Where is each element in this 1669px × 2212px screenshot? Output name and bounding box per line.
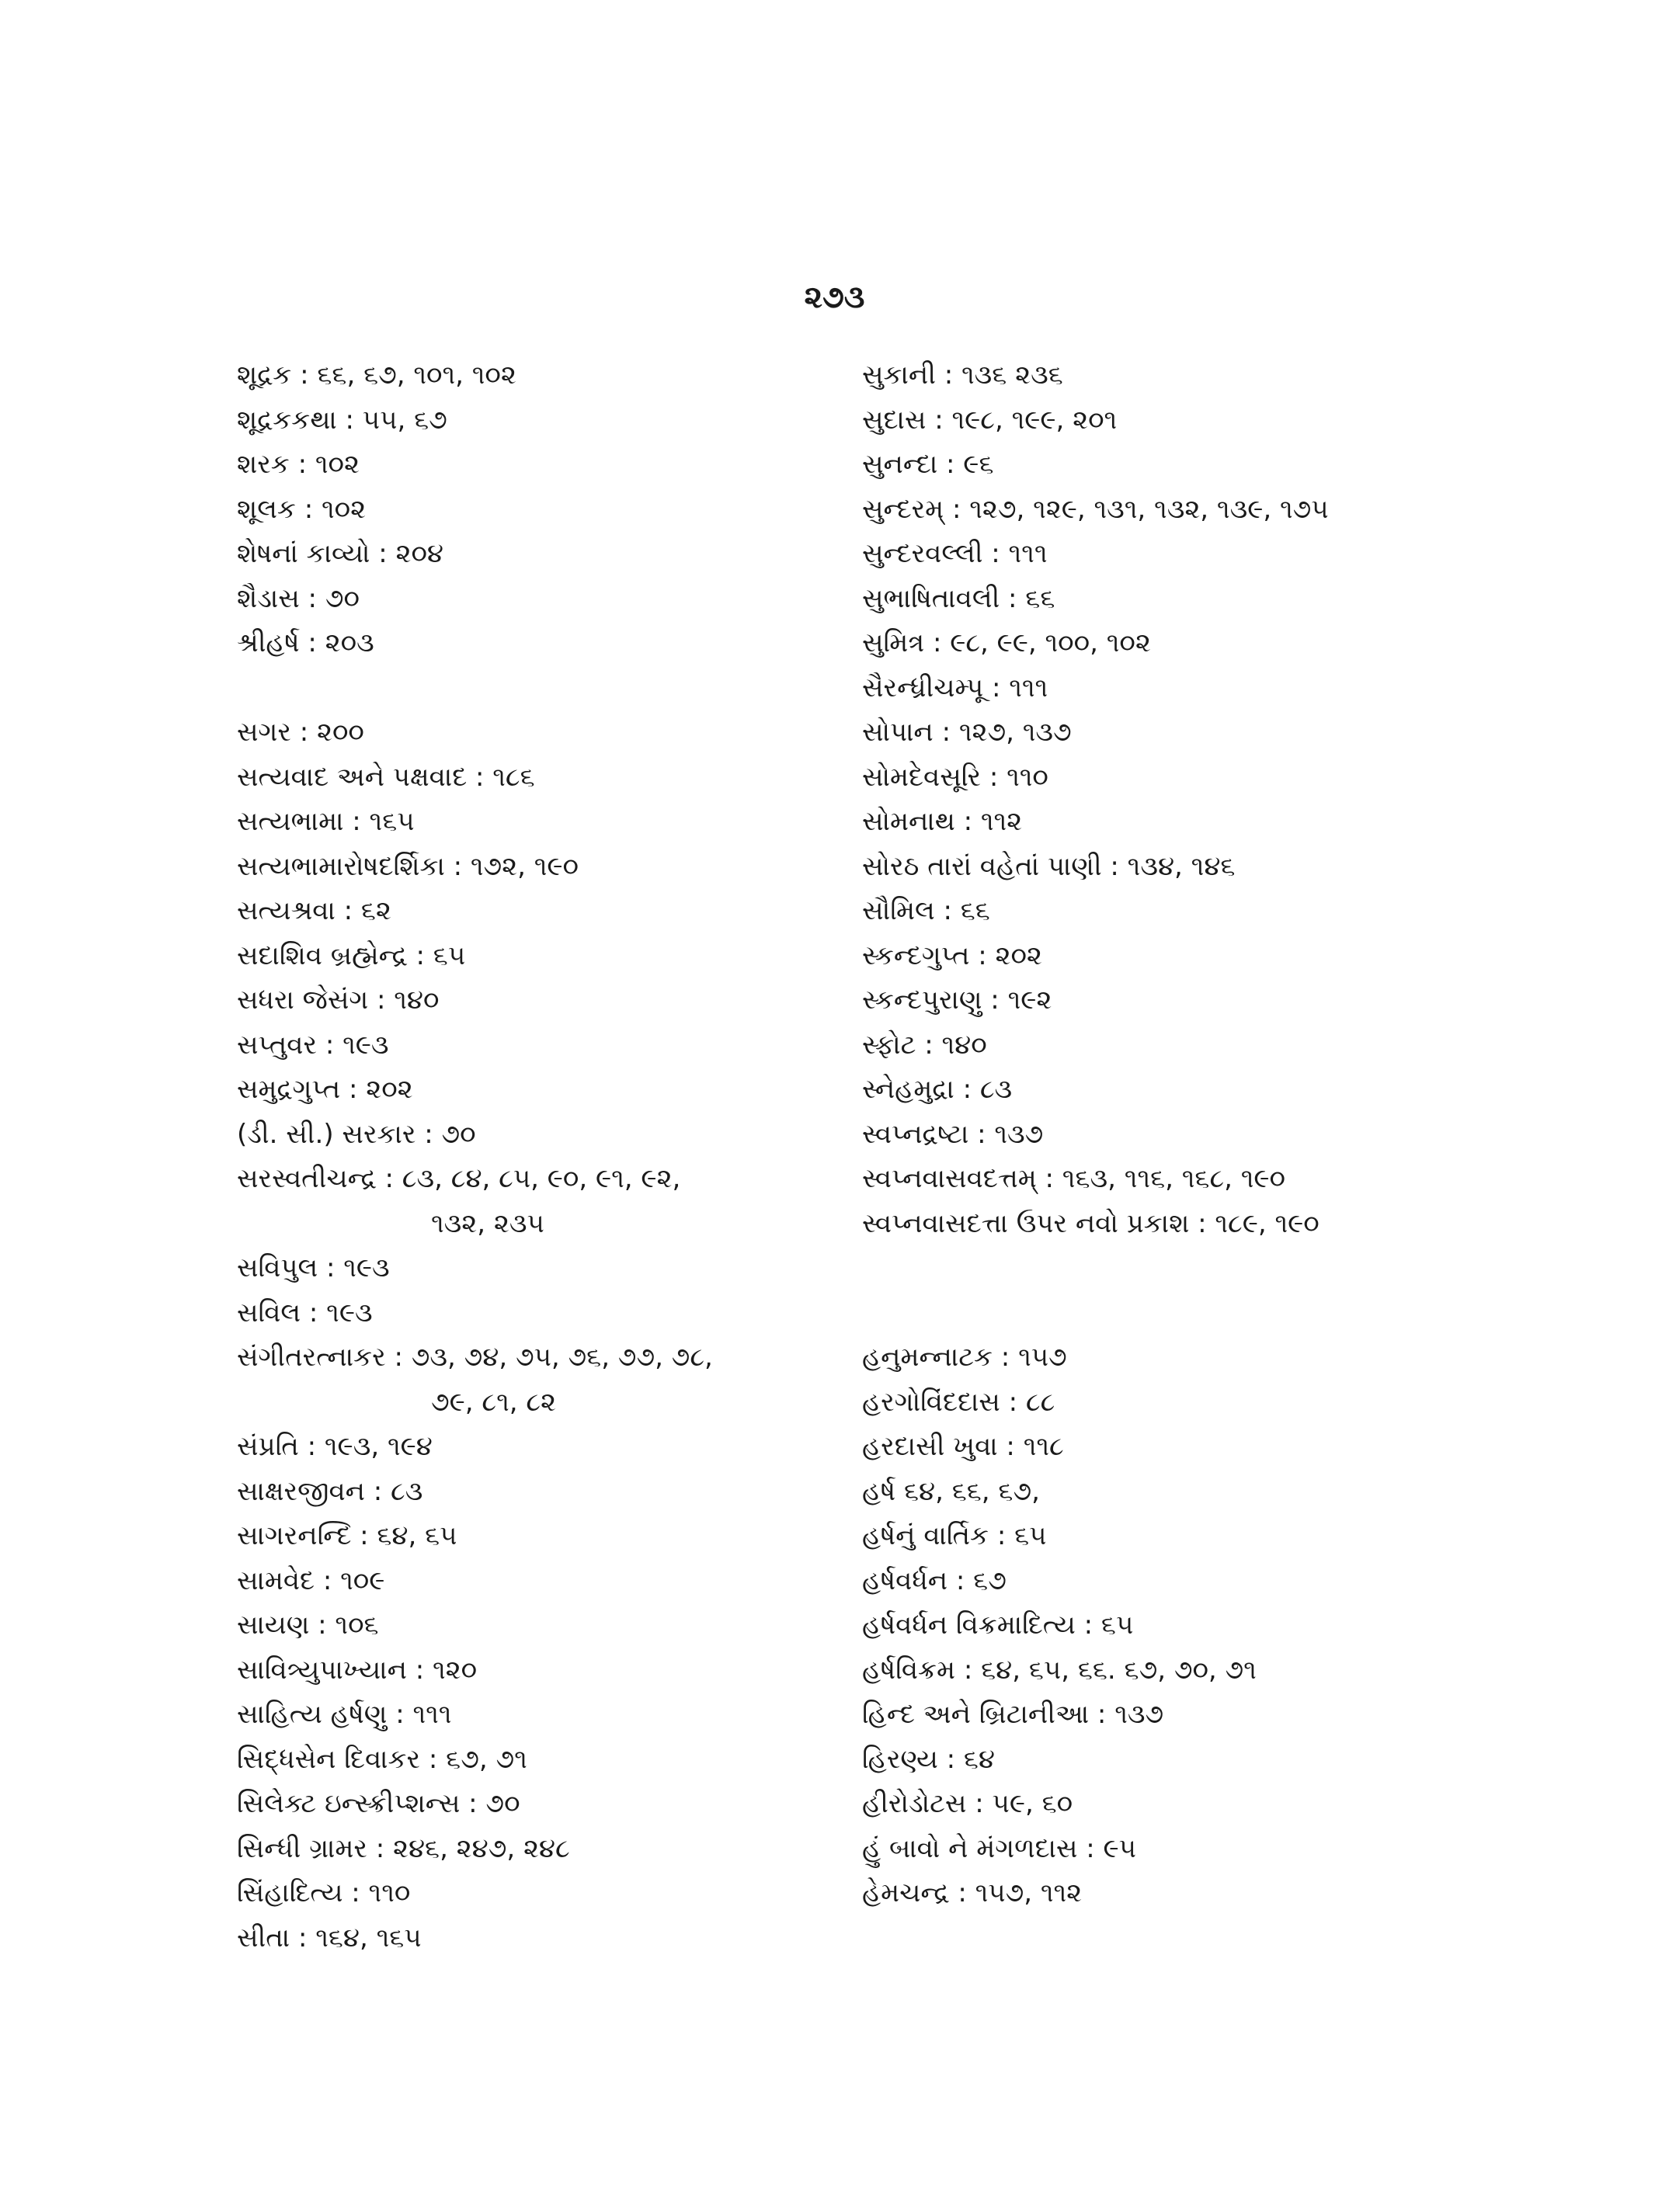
index-entry-text: હર્ષનું વાર્તિક : ૬૫ <box>862 1520 1047 1551</box>
index-entry <box>237 1291 843 1336</box>
index-entry-text: સુન્દરમ્ : ૧૨૭, ૧૨૯, ૧૩૧, ૧૩૨, ૧૩૯, ૧૭૫ <box>862 493 1329 525</box>
index-entry <box>862 1514 1483 1559</box>
index-entry <box>862 1871 1483 1916</box>
index-entry <box>862 488 1483 533</box>
index-entry <box>862 1202 1483 1247</box>
index-entry-text: (ડી. સી.) સરકાર : ૭૦ <box>237 1118 476 1150</box>
index-entry-text: સગર : ૨૦૦ <box>237 717 364 748</box>
index-entry <box>237 1157 843 1246</box>
index-entry-text: હું બાવો ને મંગળદાસ : ૯૫ <box>862 1832 1136 1864</box>
index-entry <box>237 1648 843 1693</box>
index-entry <box>862 1335 1483 1380</box>
index-entry-text: શ્રીહર્ષ : ૨૦૩ <box>237 627 374 658</box>
index-entry <box>237 1916 843 1961</box>
index-entry <box>237 443 843 488</box>
index-entry-text: સુકાની : ૧૩૬ ૨૩૬ <box>862 359 1063 391</box>
index-column-left <box>237 353 843 1960</box>
index-entry <box>237 488 843 533</box>
index-entry <box>237 621 843 666</box>
index-entry-text: સ્ફોટ : ૧૪૦ <box>862 1029 987 1061</box>
index-entry-text: સાગરનન્દિ : ૬૪, ૬૫ <box>237 1520 457 1551</box>
index-entry-text: સુભાષિતાવલી : ૬૬ <box>862 582 1055 614</box>
index-entry-text: સોરઠ તારાં વહેતાં પાણી : ૧૩૪, ૧૪૬ <box>862 850 1236 882</box>
index-entry <box>862 934 1483 979</box>
index-entry <box>237 934 843 979</box>
index-entry <box>862 710 1483 755</box>
index-entry <box>237 1782 843 1827</box>
index-entry-text: સવિપુલ : ૧૯૩ <box>237 1252 390 1283</box>
index-entry-text: શરક : ૧૦૨ <box>237 449 360 480</box>
index-entry <box>237 398 843 443</box>
index-entry <box>237 532 843 577</box>
index-entry-text: હેમચન્દ્ર : ૧૫૭, ૧૧૨ <box>862 1877 1083 1908</box>
index-entry <box>237 1827 843 1872</box>
index-entry-text: સત્યશ્રવા : ૬૨ <box>237 895 391 926</box>
index-entry-text: સિલેક્ટ ઇન્સ્ક્રીપ્શન્સ : ૭૦ <box>237 1788 520 1819</box>
index-entry-text: સ્કન્દગુપ્ત : ૨૦૨ <box>862 939 1042 971</box>
index-entry-text: સ્વપ્નદ્રષ્ટા : ૧૩૭ <box>862 1118 1044 1150</box>
index-entry <box>237 755 843 800</box>
index-entry-text: સપ્તુવર : ૧૯૩ <box>237 1029 389 1061</box>
index-entry <box>862 443 1483 488</box>
index-entry <box>237 1425 843 1470</box>
index-entry-text: શેષનાં કાવ્યો : ૨૦૪ <box>237 538 443 569</box>
index-entry-text: સોપાન : ૧૨૭, ૧૩૭ <box>862 717 1072 748</box>
index-entry-text: સવિલ : ૧૯૩ <box>237 1297 373 1328</box>
index-entry <box>237 1738 843 1783</box>
index-entry <box>237 1068 843 1113</box>
index-entry-text: સાક્ષરજીવન : ૮૩ <box>237 1475 423 1507</box>
index-entry-text: સ્નેહમુદ્રા : ૮૩ <box>862 1074 1013 1105</box>
index-entry-text: હર્ષ ૬૪, ૬૬, ૬૭, <box>862 1475 1040 1507</box>
index-entry-text: સત્યભામા : ૧૬૫ <box>237 806 415 837</box>
index-entry <box>237 710 843 755</box>
index-entry-text: સ્કન્દપુરાણુ : ૧૯૨ <box>862 984 1052 1016</box>
index-entry <box>862 800 1483 845</box>
index-entry <box>237 1559 843 1604</box>
index-entry-text: સિન્ધી ગ્રામર : ૨૪૬, ૨૪૭, ૨૪૮ <box>237 1832 570 1864</box>
index-entry-text: સાયણ : ૧૦૬ <box>237 1610 379 1641</box>
index-entry <box>237 577 843 622</box>
index-entry-text: સત્યભામારોષદર્શિકા : ૧૭૨, ૧૯૦ <box>237 850 579 882</box>
index-entry-text: સુન્દરવલ્લી : ૧૧૧ <box>862 538 1048 569</box>
index-entry <box>862 1559 1483 1604</box>
index-entry <box>862 1648 1483 1693</box>
index-entry-text: શૈડાસ : ૭૦ <box>237 582 360 614</box>
index-entry <box>237 1514 843 1559</box>
index-entry-text: સિદ્ધસેન દિવાકર : ૬૭, ૭૧ <box>237 1743 527 1775</box>
index-entry-text: હર્ષવર્ધન : ૬૭ <box>862 1564 1007 1596</box>
index-entry-text: સામવેદ : ૧૦૯ <box>237 1564 385 1596</box>
index-entry <box>862 532 1483 577</box>
index-entry-text: સત્યવાદ અને પક્ષવાદ : ૧૮૬ <box>237 761 535 793</box>
index-entry-text: સમુદ્રગુપ્ત : ૨૦૨ <box>237 1074 413 1105</box>
index-entry-text: સરસ્વતીચન્દ્ર : ૮૩, ૮૪, ૮૫, ૯૦, ૯૧, ૯૨, <box>237 1163 681 1194</box>
index-entry-text: સુનન્દા : ૯૬ <box>862 449 994 480</box>
index-entry <box>237 800 843 845</box>
index-entry-text: સૈરન્ધ્રીચમ્પૂ : ૧૧૧ <box>862 672 1048 703</box>
page-number: ૨૭૩ <box>804 280 865 315</box>
index-entry-text: સ્વપ્નવાસદત્તા ઉપર નવો પ્રકાશ : ૧૮૯, ૧૯૦ <box>862 1207 1320 1239</box>
index-entry-text: શૂદ્રક : ૬૬, ૬૭, ૧૦૧, ૧૦૨ <box>237 359 516 391</box>
index-entry <box>862 666 1483 711</box>
index-entry <box>862 353 1483 398</box>
index-entry <box>237 1693 843 1738</box>
index-entry <box>862 577 1483 622</box>
index-entry-text: હરદાસી ખુવા : ૧૧૮ <box>862 1431 1064 1462</box>
index-entry-text: સાવિત્ર્યુપાખ્યાન : ૧૨૦ <box>237 1654 478 1686</box>
index-entry <box>237 1470 843 1515</box>
index-entry-text: સિંહાદિત્ય : ૧૧૦ <box>237 1877 411 1908</box>
index-entry <box>862 1380 1483 1425</box>
index-entry-text: સંગીતરત્નાકર : ૭૩, ૭૪, ૭૫, ૭૬, ૭૭, ૭૮, <box>237 1342 713 1373</box>
index-entry <box>237 845 843 890</box>
index-entry <box>237 889 843 934</box>
index-entry <box>862 1113 1483 1158</box>
index-entry-text: સોમનાથ : ૧૧૨ <box>862 806 1023 837</box>
index-entry <box>862 1068 1483 1113</box>
index-entry <box>862 1827 1483 1872</box>
index-entry <box>862 889 1483 934</box>
index-entry-text: સૌમિલ : ૬૬ <box>862 895 990 926</box>
index-entry-text: સધરા જેસંગ : ૧૪૦ <box>237 984 440 1016</box>
index-entry <box>862 1603 1483 1648</box>
index-entry <box>237 1246 843 1291</box>
index-entry <box>237 353 843 398</box>
index-entry <box>237 1113 843 1158</box>
index-entry <box>862 755 1483 800</box>
index-entry <box>862 1782 1483 1827</box>
index-column-right <box>862 353 1483 1916</box>
index-entry <box>862 1023 1483 1068</box>
index-entry <box>862 978 1483 1023</box>
index-entry-text: હર્ષવર્ધન વિક્રમાદિત્ય : ૬૫ <box>862 1610 1134 1641</box>
index-entry-text: સોમદેવસૂરિ : ૧૧૦ <box>862 761 1048 793</box>
index-entry-text: શૂલક : ૧૦૨ <box>237 493 367 525</box>
index-entry <box>237 1871 843 1916</box>
index-entry <box>862 1738 1483 1783</box>
index-entry-text: હિન્દ અને બ્રિટાનીઆ : ૧૩૭ <box>862 1699 1164 1730</box>
index-entry <box>862 398 1483 443</box>
index-entry-text: હિરણ્ય : ૬૪ <box>862 1743 995 1775</box>
index-entry <box>237 1023 843 1068</box>
index-entry-text: સાહિત્ય હર્ષણુ : ૧૧૧ <box>237 1699 452 1730</box>
index-entry <box>237 1335 843 1425</box>
index-entry-text: શૂદ્રકકથા : ૫૫, ૬૭ <box>237 404 447 436</box>
index-entry-text: હરગોવિંદદાસ : ૮૮ <box>862 1386 1055 1418</box>
index-entry <box>237 1603 843 1648</box>
index-entry <box>862 1425 1483 1470</box>
index-entry <box>862 845 1483 890</box>
index-entry-text: હનુમન્નાટક : ૧૫૭ <box>862 1342 1067 1373</box>
index-entry-text: સુદાસ : ૧૯૮, ૧૯૯, ૨૦૧ <box>862 404 1118 436</box>
index-entry <box>862 621 1483 666</box>
index-entry <box>237 978 843 1023</box>
index-entry-text: સદાશિવ બ્રહ્મેન્દ્ર : ૬૫ <box>237 939 466 971</box>
index-entry-text: સીતા : ૧૬૪, ૧૬૫ <box>237 1922 422 1953</box>
index-entry <box>862 1693 1483 1738</box>
index-entry-continuation: ૭૯, ૮૧, ૮૨ <box>431 1386 557 1418</box>
index-entry-text: સ્વપ્નવાસવદત્તમ્ : ૧૬૩, ૧૧૬, ૧૬૮, ૧૯૦ <box>862 1163 1286 1194</box>
index-entry-text: હીરોડોટસ : ૫૯, ૬૦ <box>862 1788 1073 1819</box>
index-entry <box>862 1157 1483 1202</box>
index-entry-continuation: ૧૩૨, ૨૩૫ <box>431 1207 544 1239</box>
index-entry-text: સુમિત્ર : ૯૮, ૯૯, ૧૦૦, ૧૦૨ <box>862 627 1151 658</box>
index-entry-text: હર્ષવિક્રમ : ૬૪, ૬૫, ૬૬. ૬૭, ૭૦, ૭૧ <box>862 1654 1257 1686</box>
index-entry <box>862 1470 1483 1515</box>
index-entry-text: સંપ્રતિ : ૧૯૩, ૧૯૪ <box>237 1431 433 1462</box>
